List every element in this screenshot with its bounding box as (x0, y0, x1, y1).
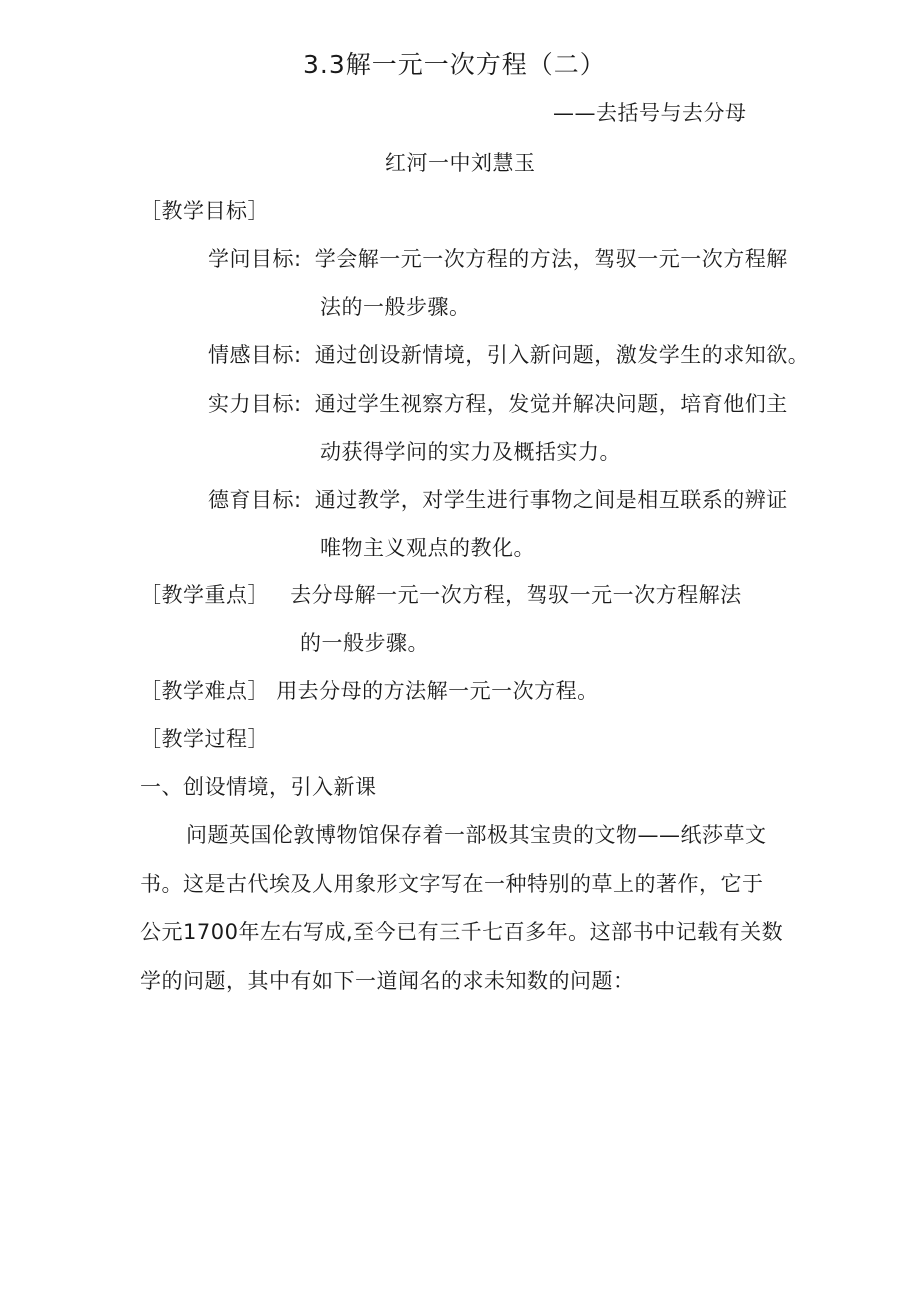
process-heading: ［教学过程］ (140, 727, 269, 751)
objective-text: 通过创设新情境，引入新问题，激发学生的求知欲。 (314, 343, 810, 367)
section-heading: 一、创设情境，引入新课 (140, 775, 377, 799)
objective-continuation: 法的一般步骤。 (320, 295, 471, 319)
paragraph-line: 学的问题，其中有如下一道闻名的求未知数的问题： (140, 969, 635, 993)
objectives-heading: ［教学目标］ (140, 199, 269, 223)
doc-title: 3.3解一元一次方程（二） (303, 50, 606, 79)
doc-author: 红河一中刘慧玉 (385, 151, 536, 175)
objective-label: 情感目标: (208, 343, 302, 367)
objective-text: 通过学生视察方程，发觉并解决问题，培育他们主 (314, 392, 788, 416)
objective-text: 学会解一元一次方程的方法，驾驭一元一次方程解 (314, 247, 788, 271)
paragraph-line: 书。这是古代埃及人用象形文字写在一种特别的草上的著作，它于 (140, 872, 764, 896)
objective-knowledge (208, 244, 788, 274)
objective-label: 德育目标: (208, 488, 302, 512)
objective-label: 学问目标: (208, 247, 302, 271)
key-heading: ［教学重点］ (140, 583, 269, 607)
objective-ability (208, 389, 788, 419)
objective-text: 通过教学，对学生进行事物之间是相互联系的辨证 (314, 488, 788, 512)
key-text: 去分母解一元一次方程，驾驭一元一次方程解法 (290, 583, 742, 607)
doc-subtitle: ——去括号与去分母 (553, 101, 747, 125)
difficulty (140, 676, 599, 706)
objective-continuation: 动获得学问的实力及概括实力。 (320, 440, 621, 464)
difficulty-text: 用去分母的方法解一元一次方程。 (276, 679, 599, 703)
key-points (140, 580, 742, 610)
objective-label: 实力目标: (208, 392, 302, 416)
difficulty-heading: ［教学难点］ (140, 679, 269, 703)
paragraph-line: 公元1700年左右写成,至今已有三千七百多年。这部书中记载有关数 (140, 920, 784, 944)
paragraph-line: 问题英国伦敦博物馆保存着一部极其宝贵的文物——纸莎草文 (186, 823, 767, 847)
objective-moral (208, 485, 788, 515)
objective-continuation: 唯物主义观点的教化。 (320, 536, 535, 560)
key-continuation: 的一般步骤。 (300, 631, 429, 655)
objective-emotion (208, 340, 809, 370)
